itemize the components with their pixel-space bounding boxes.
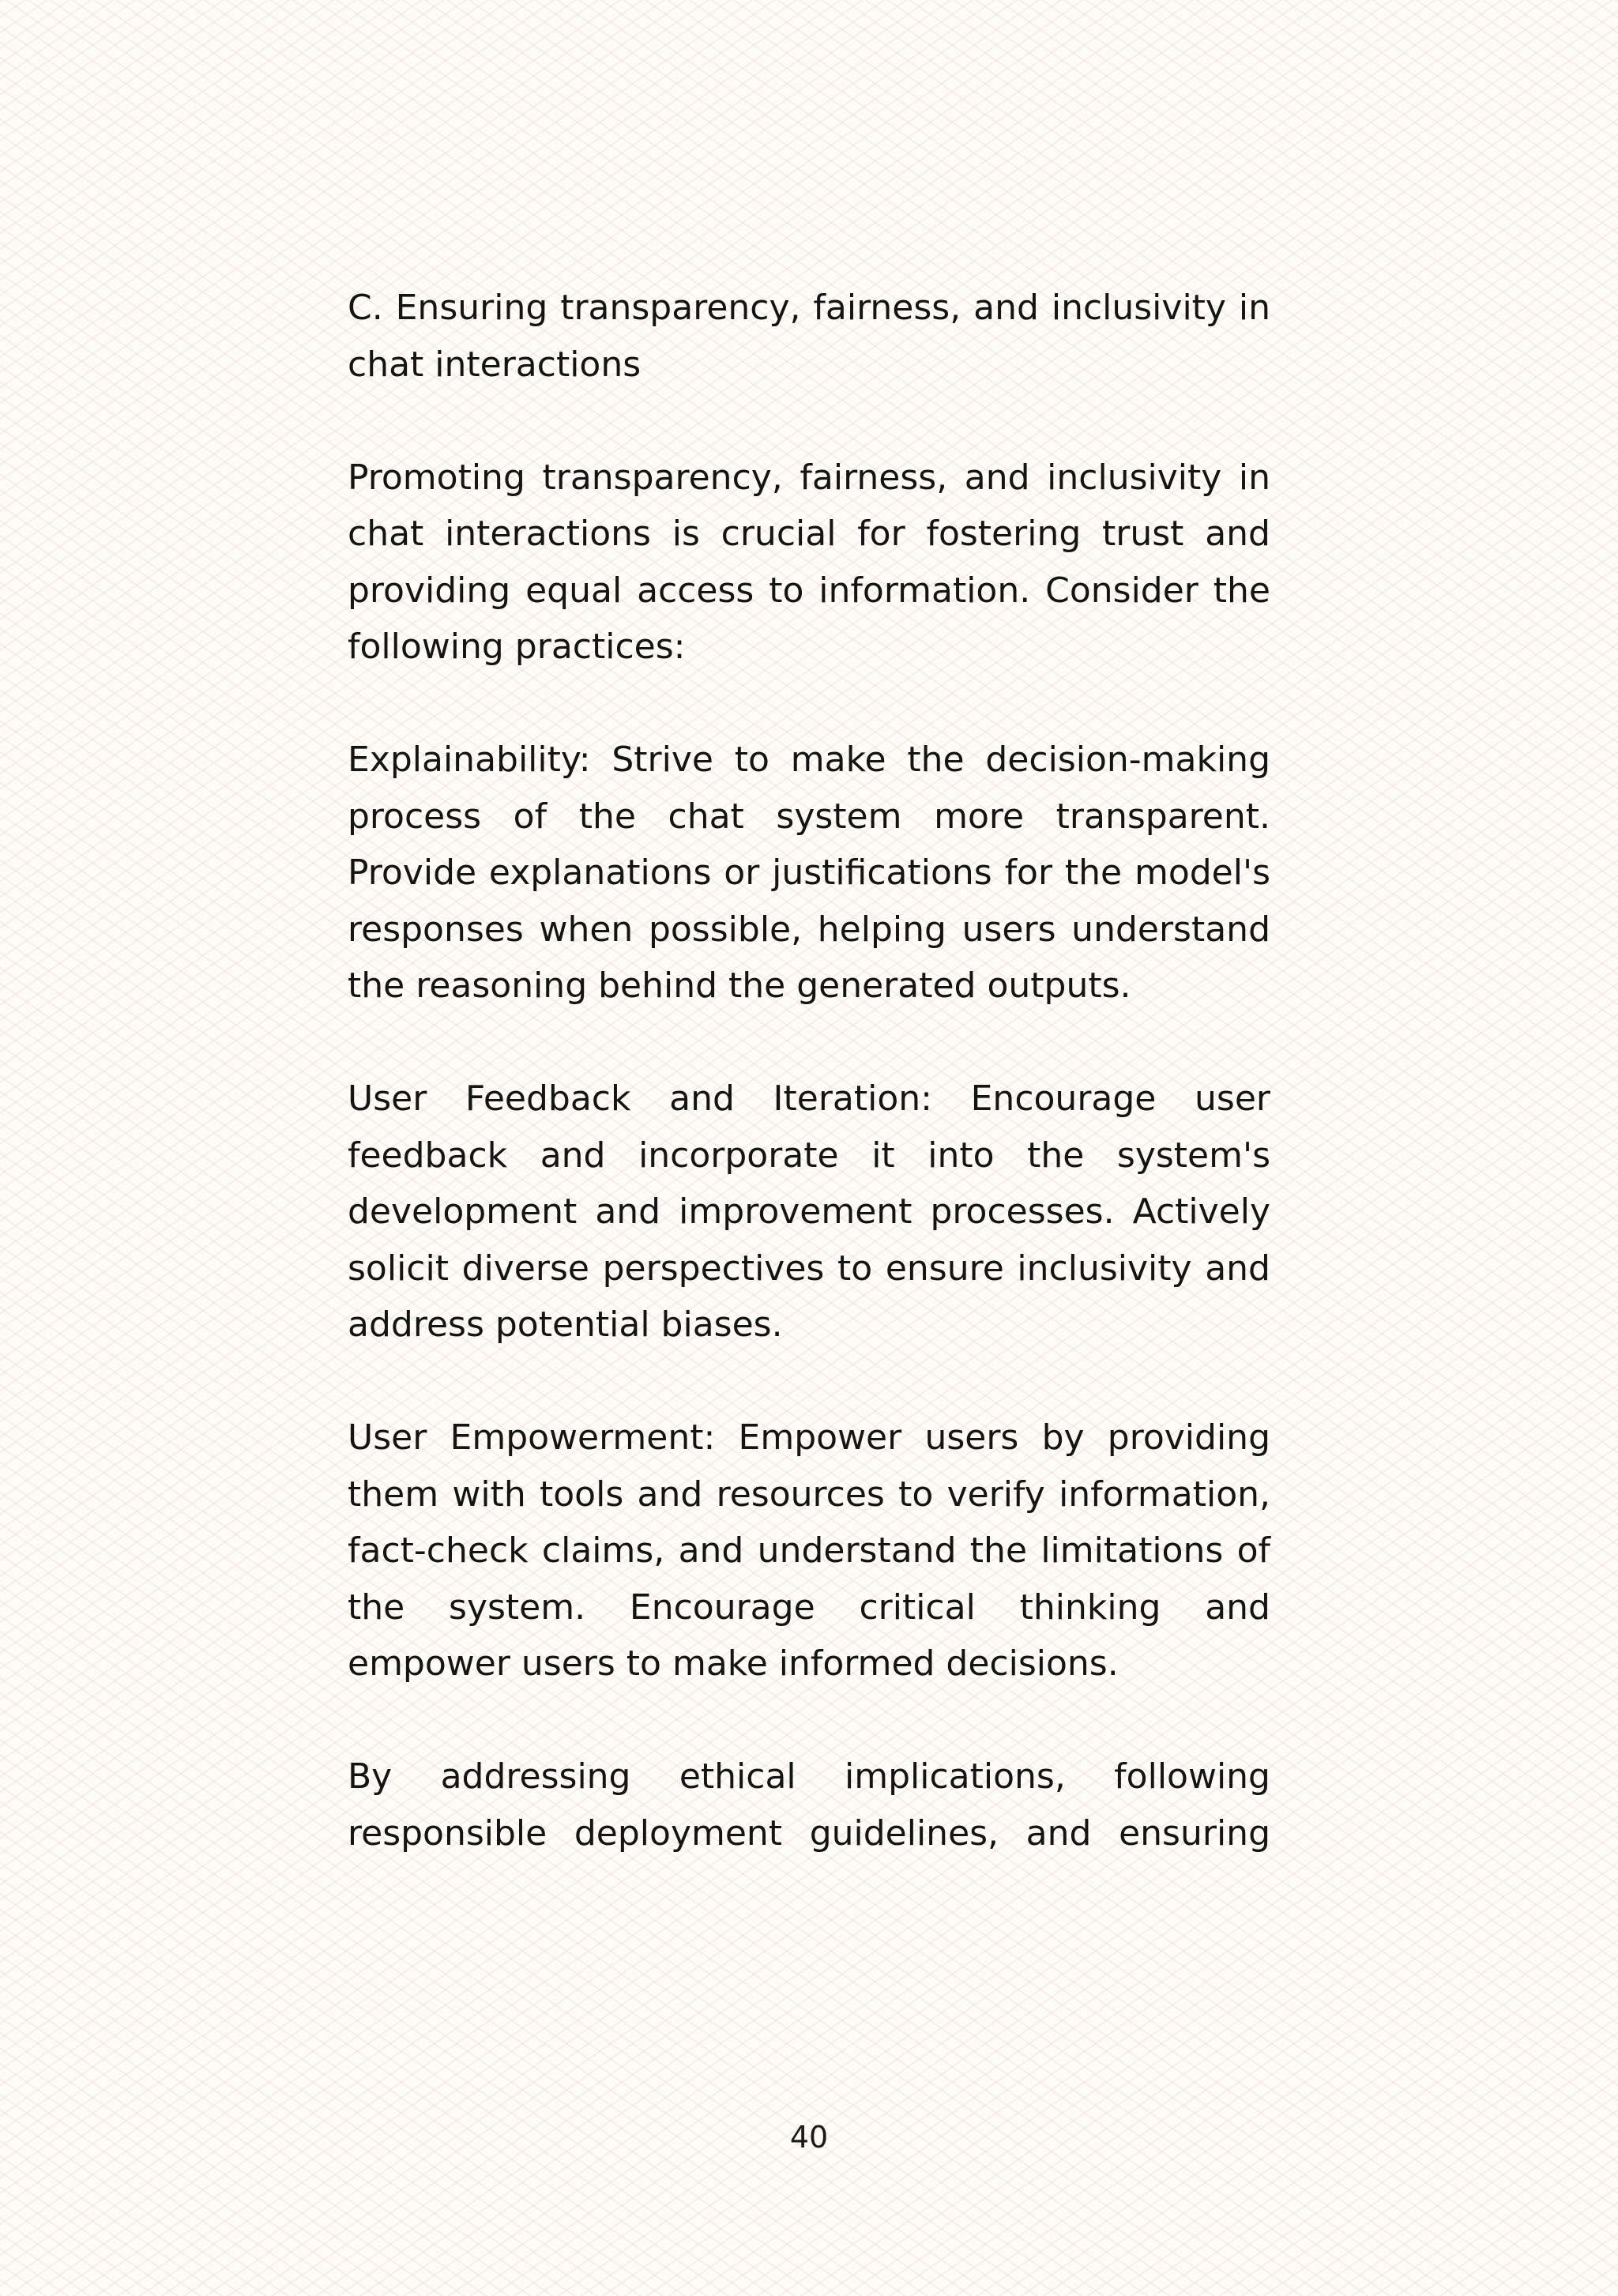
user-empowerment-paragraph: User Empowerment: Empower users by providing them with tools and resources to verify information, fact-check claims, and understand the limitations of the system. Encourage critical thinking and empower users to make informed decisions.: [348, 1417, 1270, 1684]
page-number: 40: [789, 2120, 829, 2155]
page-content: [348, 280, 1270, 1861]
explainability-paragraph: Explainability: Strive to make the decision-making process of the chat system more transparent. Provide explanations or justifications for the model's responses when possible, helping users understand the reasoning behind the generated outputs.: [348, 740, 1270, 1006]
section-heading: C. Ensuring transparency, fairness, and inclusivity in chat interactions: [348, 288, 1270, 385]
closing-paragraph: By addressing ethical implications, following responsible deployment guidelines, and ensuring: [348, 1756, 1270, 1854]
user-feedback-paragraph: User Feedback and Iteration: Encourage user feedback and incorporate it into the system's development and improvement processes. Actively solicit diverse perspectives to ensure inclusivity and address potential biases.: [348, 1078, 1270, 1345]
intro-paragraph: Promoting transparency, fairness, and inclusivity in chat interactions is crucial for fostering trust and providing equal access to information. Consider the following practices:: [348, 457, 1270, 667]
